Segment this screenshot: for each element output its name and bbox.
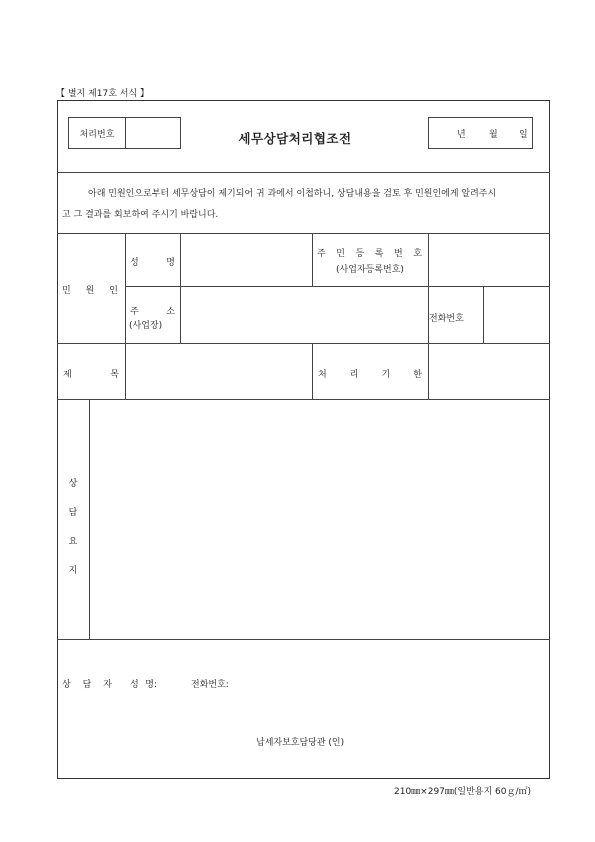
applicant-section-label: 민 원 인 <box>62 286 118 296</box>
paper-spec: 210㎜×297㎜(일반용지 60ｇ/㎡) <box>394 787 532 797</box>
consultation-summary-label: 상 담 요 지 <box>68 479 78 576</box>
resident-number-label: 주 민 등 록 번 호 <box>317 249 422 259</box>
day-label: 일 <box>519 130 528 140</box>
counselor-phone-label: 전화번호: <box>191 680 229 690</box>
intro-line-2: 고 그 결과를 회보하여 주시기 바랍니다. <box>62 210 219 220</box>
process-number-field[interactable] <box>126 118 180 148</box>
deadline-label: 처 리 기 한 <box>318 370 422 380</box>
business-number-label: (사업자등록번호) <box>336 265 404 275</box>
name-label: 성 명 <box>130 258 175 268</box>
business-place-label: (사업장) <box>129 321 163 331</box>
process-number-box <box>68 117 181 149</box>
month-label: 월 <box>489 130 498 140</box>
subject-label: 제 목 <box>63 370 119 380</box>
consultation-summary-field[interactable] <box>90 400 549 638</box>
year-label: 년 <box>457 130 466 140</box>
subject-field[interactable] <box>126 344 311 398</box>
form-number-label: 【 별지 제17호 서식 】 <box>56 89 150 99</box>
form-title: 세무상담처리협조전 <box>238 131 352 146</box>
deadline-field[interactable] <box>429 344 549 398</box>
counselor-label: 상 담 자 <box>62 680 112 690</box>
phone-label: 전화번호 <box>429 314 464 324</box>
counselor-name-label: 성 명: <box>130 680 157 690</box>
process-number-label: 처리번호 <box>79 130 115 140</box>
intro-line-1: 아래 민원인으로부터 세무상담이 제기되어 귀 과에서 이첩하니, 상담내용을 검토 후 민원인에게 알려주시 <box>88 189 497 199</box>
address-field[interactable] <box>181 287 427 342</box>
taxpayer-protection-officer-label: 납세자보호담당관 (인) <box>256 738 345 748</box>
name-field[interactable] <box>181 234 311 285</box>
phone-field[interactable] <box>484 287 549 342</box>
resident-number-field[interactable] <box>429 234 549 285</box>
date-box[interactable] <box>428 117 533 149</box>
address-label: 주 소 <box>130 307 175 317</box>
